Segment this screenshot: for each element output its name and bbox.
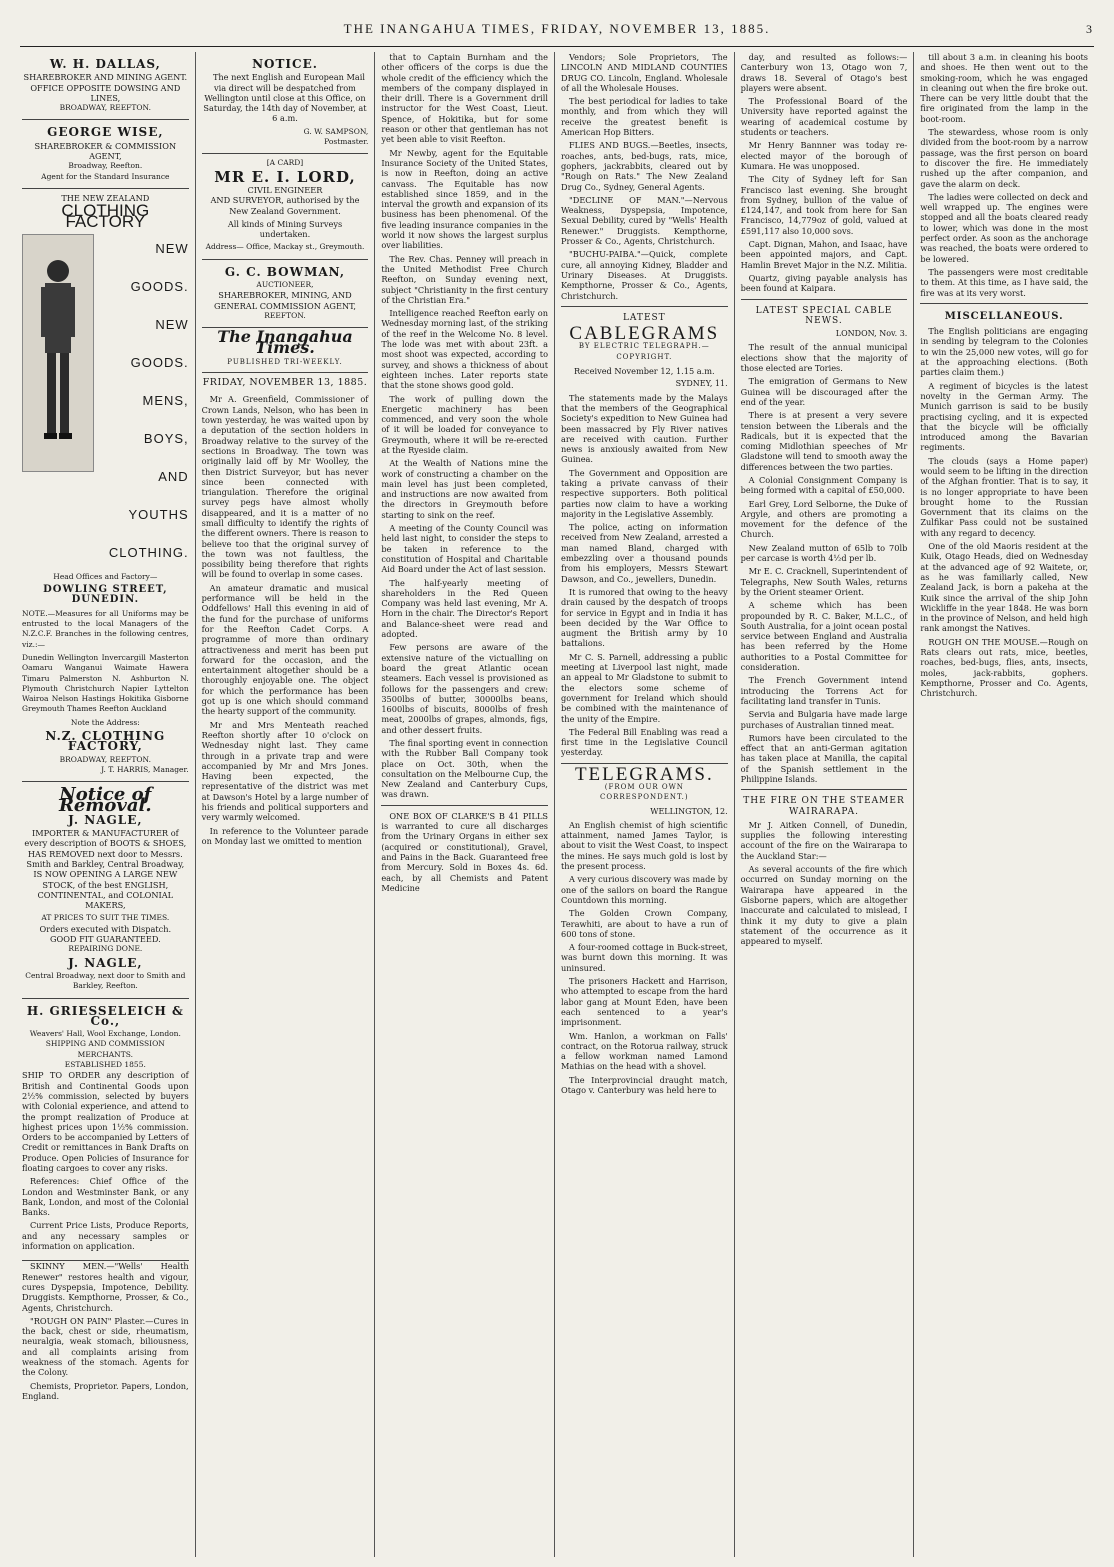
removal-name: J. NAGLE,: [68, 812, 143, 827]
latest-label: LATEST: [622, 312, 666, 323]
clothing-word: BOYS,: [143, 430, 189, 446]
divider: [561, 306, 728, 307]
cable-item: Rumors have been circulated to the effect that an anti-German agitation has taken place at Manilla, the capital of the Spanish settlement in the Philippine Islands.: [740, 732, 908, 784]
clothing-street: DOWLING STREET, DUNEDIN.: [43, 584, 168, 606]
griesseleich-business: SHIPPING AND COMMISSION MERCHANTS.: [45, 1039, 165, 1059]
boy-illustration: [22, 234, 94, 472]
wise-line4: Agent for the Standard Insurance: [41, 171, 170, 181]
telegram-item: Quartz, giving payable analysis has been found at Kaipara.: [740, 272, 908, 294]
misc-item: A regiment of bicycles is the latest novelty in the German Army. The Munich garrison is said to be busily practising cycling, and it is expected that the bicycle will be officially introduced among the Bavarian regiments.: [920, 380, 1088, 453]
telegram-item: A very curious discovery was made by one of the sailors on board the Rangue Countdown this morning.: [561, 874, 728, 905]
clothing-manager: J. T. HARRIS, Manager.: [101, 764, 189, 774]
cable-item: It is rumored that owing to the heavy drain caused by the despatch of troops for service in Egypt and in India it has been decided by the War Office to augment the British army by 10 battalions.: [561, 586, 728, 649]
latest-special-title: LATEST SPECIAL CABLE NEWS.: [755, 305, 893, 326]
bowman-ad: [202, 260, 369, 328]
divider: [741, 299, 908, 300]
cable-item: The statements made by the Malays that the members of the Geographical Society's expedition to New Guinea had been massacred by Fly River natives are received with caution. Further news is anxiously awaited from New Guinea.: [561, 392, 728, 465]
telegram-item: Wm. Hanlon, a workman on Falls' contract, on the Rotorua railway, struck a fellow workman named Lamond Mathias on the head with a shovel.: [561, 1030, 728, 1072]
removal-address: Central Broadway, next door to Smith and Barkley, Reefton.: [25, 970, 186, 991]
cable-item: The Government and Opposition are taking a private canvass of their respective supporters. Both political parties now claim to have a working majority in the Legislative Assembly.: [561, 467, 728, 519]
lord-line2: All kinds of Mining Surveys undertaken.: [227, 218, 343, 240]
dateline-london: LONDON, Nov. 3.: [835, 329, 908, 339]
telegram-item: Mr Henry Bannner was today re-elected mayor of the borough of Kumara. He was unopposed.: [740, 140, 908, 171]
clothing-factory-name: N.Z. CLOTHING FACTORY,: [45, 729, 166, 754]
cable-item: The police, acting on information received from New Zealand, arrested a man named Bland, charged with embezzling over a thousand pounds from his employers, Messrs Stewart Dawson, and Co., jewellers, Dunedin.: [561, 522, 728, 584]
article: that to Captain Burnham and the other officers of the corps is due the whole credit of the efficiency which the members of the company displayed in their drill. There is a Government drill instructor for the West Coast, Lieut. Spence, of Hokitika, but for some reason or other that gentleman has not yet been able to visit Reefton.: [381, 52, 548, 145]
wise-line1: SHAREBROKER & COMMISSION: [34, 140, 177, 151]
article: Few persons are aware of the extensive nature of the victualling on board the great Atlantic ocean steamers. Each vessel is provisioned as follows for the passengers and crew: 3500lbs of butter, 30000lbs beans, 1600lbs of biscuits, 8000lbs of fresh meat, 2000lbs of grapes, almonds, figs, and other dessert fruits.: [381, 642, 548, 735]
divider: [202, 372, 369, 373]
wise-line3: Broadway, Reefton.: [68, 161, 143, 171]
article: The final sporting event in connection with the Rubber Ball Company took place on Oct. 30th, when the consultation on the Melbourne Cup, the New Zealand and Canterbury Cups, was drawn.: [381, 738, 548, 800]
dateline-wellington: WELLINGTON, 12.: [650, 806, 728, 816]
notice-title: NOTICE.: [252, 57, 318, 71]
telegram-item: day, and resulted as follows:—Canterbury won 13, Otago won 7, draws 18. Several of Otago's best players were absent.: [740, 52, 908, 93]
miscellaneous-title: MISCELLANEOUS.: [944, 310, 1064, 322]
fire-item: The passengers were most creditable to them. At this time, as I have said, the fire was at its very worst.: [920, 266, 1088, 298]
griesseleich-references: References: Chief Office of the London and Westminster Bank, or any Bank, London, and most of the Colonial Banks.: [22, 1176, 189, 1218]
cable-item: The French Government intend introducing the Torrens Act for facilitating land transfer in Tunis.: [740, 675, 908, 706]
divider: [920, 303, 1088, 304]
telegram-item: The Professional Board of the University have reported against the wearing of academical costume by students or teachers.: [740, 96, 908, 138]
removal-prices: AT PRICES TO SUIT THE TIMES.: [41, 913, 170, 923]
article: Mr Newby, agent for the Equitable Insurance Society of the United States, is now in Reefton, doing an active canvass. The Equitable has now established since 1859, and in the interval the growth and expansion of its business has been phenomenal. Of the five leading insurance companies in the world it now shows the largest surplus over liabilities.: [381, 147, 548, 251]
clothing-word: AND: [158, 468, 189, 484]
griesseleich-established: ESTABLISHED 1855.: [64, 1060, 146, 1070]
lord-card: [A CARD]: [266, 158, 304, 168]
fire-item: The stewardess, whose room is only divided from the boot-room by a narrow passage, was the first person on board to discover the fire. He immediately rushed up the after companion, and gave the alarm on deck.: [920, 127, 1088, 189]
wise-name: GEORGE WISE,: [47, 125, 164, 140]
misc-item: The English politicians are engaging in sending by telegram to the Colonies to win the 25,000 new votes, will go for at the approaching elections. (Both parties claim them.): [920, 326, 1088, 378]
wise-ad: [22, 120, 189, 188]
telegram-item: Capt. Dignan, Mahon, and Isaac, have been appointed majors, and Capt. Hamlin Brevet Major in the N.Z. Militia.: [740, 239, 908, 270]
misc-item: ROUGH ON THE MOUSE.—Rough on Rats clears out rats, mice, beetles, roaches, bed-bugs, flies, ants, insects, moles, jack-rabbits, gophers. Kempthorne, Prosser and Co. Agents, Christchurch.: [920, 636, 1088, 699]
cable-item: The emigration of Germans to New Guinea will be discouraged after the end of the year.: [740, 376, 908, 407]
rough-on-pain-ad: "ROUGH ON PAIN" Plaster.—Cures in the back, chest or side, rheumatism, neuralgia, weak stomach, biliousness, and all complaints arising from weakness of the stomach. Agents for the Colony.: [22, 1315, 189, 1378]
clothing-word: YOUTHS: [128, 506, 189, 522]
fire-item: Mr J. Aitken Connell, of Dunedin, supplies the following interesting account of the fire on the Wairarapa to the Auckland Star:—: [740, 819, 908, 861]
article: An amateur dramatic and musical performance will be held in the Oddfellows' Hall this evening in aid of the fund for the purchase of uniforms for the Reefton Cadet Corps. A programme of more than ordinary attractiveness and merit has been put forward for the occasion, and the entertainment altogether should be a thoroughly enjoyable one. The object for which the performance has been got up is one which should command the hearty support of the community.: [201, 582, 369, 717]
cable-item: Earl Grey, Lord Selborne, the Duke of Argyle, and others are promoting a movement for the defence of the Church.: [740, 498, 908, 540]
cable-item: The Federal Bill Enabling was read a first time in the Legislative Council yesterday.: [561, 726, 728, 758]
dateline-sydney: SYDNEY, 11.: [675, 379, 728, 389]
clothing-word: CLOTHING.: [108, 544, 189, 560]
chemist-line: Chemists, Proprietor. Papers, London, England.: [22, 1380, 189, 1401]
article: The Rev. Chas. Penney will preach in the United Methodist Free Church Reefton, on Sunday evening next, subject "Christianity in the first century of the Christian Era.": [381, 253, 548, 305]
notice-ad: [202, 52, 369, 154]
cable-item: Mr C. S. Parnell, addressing a public meeting at Liverpool last night, made an appeal to Mr Gladstone to submit to the electors some scheme of government for Ireland which should be combined with the maintenance of the unity of the Empire.: [561, 651, 728, 724]
wise-line2: AGENT,: [89, 151, 122, 162]
lord-ad: [202, 154, 369, 259]
paper-published: PUBLISHED TRI-WEEKLY.: [227, 357, 343, 366]
cable-item: A scheme which has been propounded by R. C. Baker, M.L.C., of South Australia, for a joint ocean postal service between England and Australia has been referred by the Home authorities to a Postal Committee for consideration.: [740, 600, 908, 673]
cable-item: Mr E. C. Cracknell, Superintendent of Telegraphs, New South Wales, returns by the Orient steamer Orient.: [740, 566, 908, 597]
broker-title: SHAREBROKER AND MINING AGENT.: [23, 72, 188, 83]
cable-item: The result of the annual municipal elections show that the majority of those elected are Tories.: [740, 342, 908, 374]
paper-name: The Inangahua Times.: [217, 327, 353, 357]
griesseleich-current: Current Price Lists, Produce Reports, and any necessary samples or information on application.: [22, 1220, 189, 1252]
cable-item: Servia and Bulgaria have made large purchases of Australian tinned meat.: [740, 709, 908, 730]
fire-title: THE FIRE ON THE STEAMER WAIRARAPA.: [743, 796, 905, 817]
notice-role: Postmaster.: [324, 137, 369, 147]
clothing-head: Head Offices and Factory—: [53, 571, 158, 581]
telegram-item: An English chemist of high scientific attainment, named James Taylor, is about to visit the West Coast, to inspect the mines. He says much gold is lost by the present process.: [561, 819, 728, 872]
griesseleich-ad: [22, 999, 189, 1262]
clarkes-pills-ad: ONE BOX OF CLARKE'S B 41 PILLS is warranted to cure all discharges from the Urinary Organs in either sex (acquired or constitutional), Gravel, and Pains in the Back. Guaranteed free from Mercury. Sold in Boxes 4s. 6d. each, by all Chemists and Patent Medicine: [381, 810, 548, 893]
column-3: [379, 52, 555, 1557]
griesseleich-address: Weavers' Hall, Wool Exchange, London.: [29, 1029, 181, 1039]
ad-item: FLIES AND BUGS.—Beetles, insects, roaches, ants, bed-bugs, rats, mice, gophers, jackrabbits, cleared out by "Rough on Rats." The New Zealand Drug Co., Sydney, General Agents.: [561, 140, 728, 192]
ad-item: "DECLINE OF MAN."—Nervous Weakness, Dyspepsia, Impotence, Sexual Debility, cured by "Wells' Health Renewer." Druggists. Kempthorne, Prosser & Co., Agents, Christchurch.: [561, 194, 728, 247]
masthead: [20, 12, 1094, 47]
lord-address: Address— Office, Mackay st., Greymouth.: [205, 242, 365, 252]
telegram-item: The Golden Crown Company, Terawhiti, are about to have a run of 600 tons of stone.: [561, 908, 728, 939]
boy-figure-icon: [35, 253, 81, 453]
clothing-subtitle: CLOTHING FACTORY: [61, 201, 150, 231]
telegram-item: The prisoners Hackett and Harrison, who attempted to escape from the hard labor gang at Mount Eden, have been each sentenced to a year's imprisonment.: [561, 976, 728, 1028]
bowman-body: SHAREBROKER, MINING, AND GENERAL COMMISSION AGENT,: [213, 290, 356, 311]
lord-body: AND SURVEYOR, authorised by the New Zealand Government.: [210, 195, 360, 216]
removal-sign: J. NAGLE,: [68, 955, 143, 970]
clothing-branches: Dunedin Wellington Invercargill Masterton Oamaru Wanganui Waimate Hawera Timaru Palmerston N. Ashburton N. Plymouth Christchurch Napier Lyttelton Wairoa Nelson Hastings Hokitika Gisborne Greymouth Thames Reefton Auckland: [22, 652, 189, 714]
clothing-title: THE NEW ZEALAND: [61, 192, 150, 203]
broker-ad: [22, 52, 189, 120]
fire-item: The ladies were collected on deck and well wrapped up. The engines were stopped and all the boats cleared ready to lower, which was done in the most perfect order. As soon as the anchorage was reached, the boats were ordered to be lowered.: [920, 191, 1088, 264]
column-5: [739, 52, 915, 1557]
cable-item: New Zealand mutton of 65lb to 70lb per carcase is worth 4½d per lb.: [740, 542, 908, 564]
divider: [381, 805, 548, 806]
article: The half-yearly meeting of shareholders in the Red Queen Company was held last evening, Mr A. Horn in the chair. The Director's Report and Balance-sheet were read and adopted.: [381, 577, 548, 640]
ad-item: Vendors; Sole Proprietors, The LINCOLN AND MIDLAND COUNTIES DRUG CO. Lincoln, England. Wholesale of all the Wholesale Houses.: [561, 52, 728, 93]
clothing-note: NOTE.—Measures for all Uniforms may be entrusted to the local Managers of the N.Z.C.F. Branches in the following centres, viz.:—: [22, 608, 189, 649]
telegram-item: The Interprovincial draught match, Otago v. Canterbury was held here to: [561, 1074, 728, 1096]
paper-date: FRIDAY, NOVEMBER 13, 1885.: [202, 377, 368, 389]
clothing-factory-ad: [22, 189, 189, 782]
broker-office: OFFICE OPPOSITE DOWSING AND LINES,: [30, 82, 181, 103]
removal-body: IMPORTER & MANUFACTURER of every description of BOOTS & SHOES, HAS REMOVED next door to Messrs. Smith and Barkley, Central Broadway, IS NOW OPENING A LARGE NEW STOCK, of the best ENGLISH, CONTINENTAL, and COLONIAL MAKERS,: [24, 828, 187, 911]
lord-title: CIVIL ENGINEER: [247, 184, 323, 195]
fire-item: till about 3 a.m. in cleaning his boots and shoes. He then went out to the smoking-room, which he was engaged in cleaning out when the fire broke out. There can be very little doubt that the fire originated from the lamp in the boot-room.: [920, 52, 1088, 124]
clothing-word: NEW: [155, 316, 189, 332]
page-folio: 3: [1086, 22, 1094, 36]
clothing-word: GOODS.: [130, 278, 189, 294]
fire-item: As several accounts of the fire which occurred on Sunday morning on the Wairarapa have appeared in the Gisborne papers, which are altogether inaccurate and calculated to mislead, I think it my duty to give a plain statement of the occurrence as it appeared to myself.: [740, 864, 908, 947]
removal-ad: [22, 782, 189, 998]
ad-item: "BUCHU-PAIBA."—Quick, complete cure, all annoying Kidney, Bladder and Urinary Diseases. At Druggists. Kempthorne, Prosser & Co., Agents, Christchurch.: [561, 249, 728, 301]
clothing-word: MENS,: [142, 392, 189, 408]
column-2: [200, 52, 376, 1557]
notice-body: The next English and European Mail via direct will be despatched from Wellington until close at this Office, on Saturday, the 14th day of November, at 6 a.m.: [203, 72, 367, 124]
removal-title: Notice of Removal.: [58, 784, 152, 816]
column-1: [20, 52, 196, 1557]
bowman-role: AUCTIONEER,: [256, 280, 314, 290]
article: Mr A. Greenfield, Commissioner of Crown Lands, Nelson, who has been in town yesterday, he was waited upon by a deputation of the section holders in Broadway relative to the survey of the sections in Broadway. The town was originally laid off by Mr Woolley, the then District Surveyor, but has never since been connected with triangulation. Therefore the original survey pegs have almost wholly disappeared, and it is a matter of no small difficulty to identify the rights of the different owners. There is reason to believe too that the original survey of the town was not faultless, the possibility being therefore that rights will be found to overlap in some cases.: [201, 394, 369, 580]
broker-address: BROADWAY, REEFTON.: [59, 103, 151, 113]
column-4: [559, 52, 735, 1557]
broker-name: W. H. DALLAS,: [49, 57, 161, 71]
removal-repair: REPAIRING DONE.: [68, 944, 143, 954]
lord-name: MR E. I. LORD,: [214, 167, 356, 186]
removal-fit: GOOD FIT GUARANTEED.: [49, 934, 161, 945]
clothing-address-note: Note the Address:: [70, 717, 140, 727]
removal-orders: Orders executed with Dispatch.: [39, 923, 172, 934]
article: At the Wealth of Nations mine the work of constructing a chamber on the main level has just been completed, and instructions are now awaited from the directors in Greymouth before starting to sink on the reef.: [381, 458, 548, 520]
columns: [20, 52, 1094, 1557]
article: The work of pulling down the Energetic machinery has been commenced, and very soon the whole of it will be loaded for conveyance to Greymouth, where it will be re-erected at the Ryeside claim.: [381, 393, 548, 455]
telegram-item: A four-roomed cottage in Buck-street, was burnt down this morning. It was uninsured.: [561, 942, 728, 973]
clothing-factory-street: BROADWAY, REEFTON.: [59, 754, 151, 764]
notice-sign: G. W. SAMPSON,: [303, 126, 369, 136]
article: Intelligence reached Reefton early on Wednesday morning last, of the striking of the reef in the Welcome No. 8 level. The lode was met with about 23ft. a most shoot was expected, according to survey, and shows a thickness of about eighteen inches. Later reports state that the stone shows good gold.: [381, 308, 548, 391]
telegrams-title: TELEGRAMS.: [574, 763, 714, 785]
misc-item: The clouds (says a Home paper) would seem to be lifting in the direction of the Afghan frontier. That is to say, it is no longer appropriate to have been brought home to the Russian Government that its claims on the Zulfikar Pass could not be sustained with any regard to decency.: [920, 455, 1088, 538]
article: In reference to the Volunteer parade on Monday last we omitted to mention: [201, 825, 369, 846]
ad-item: The best periodical for ladies to take monthly, and from which they will receive the greatest benefit is American Hop Bitters.: [561, 96, 728, 138]
wells-ad: SKINNY MEN.—"Wells' Health Renewer" restores health and vigour, cures Dyspepsia, Impotence, Debility. Druggists. Kempthorne, Prosser, & Co., Agents, Christchurch.: [22, 1261, 189, 1313]
telegram-item: The City of Sydney left for San Francisco last evening. She brought from Sydney, bullion of the value of £124,147, and took from here for San Francisco, 14,779oz of gold, valued at £591,117 also 10,000 sovs.: [740, 174, 908, 236]
cablegrams-title: CABLEGRAMS: [569, 323, 720, 345]
bowman-name: G. C. BOWMAN,: [224, 264, 346, 279]
column-6: [918, 52, 1094, 1557]
cable-item: There is at present a very severe tension between the Liberals and the Radicals, but it is expected that the coming Midlothian speeches of Mr Gladstone will tend to smooth away the differences between the two parties.: [740, 410, 908, 472]
griesseleich-name: H. GRIESSELEICH & Co.,: [26, 1003, 184, 1028]
misc-item: One of the old Maoris resident at the Kuik, Otago Heads, died on Wednesday at the advanced age of 92 Waitete, or, as he was familiarly called, New Zealand Jack, is born a pakeha at the Kuik since the arrival of the ship John Wickliffe in the year 1848. He was born in the province of Nelson, and held high rank amongst the Natives.: [920, 541, 1088, 634]
article: A meeting of the County Council was held last night, to consider the steps to be taken in reference to the constitution of Hospital and Charitable Aid Board under the Act of last session.: [381, 523, 548, 575]
griesseleich-body: SHIP TO ORDER any description of British and Continental Goods upon 2½% commission, selected by buyers with Colonial experience, and attend to the prompt realization of Produce at highest prices upon 1½% commission. Orders to be accompanied by Letters of Credit or remittances in Bank Drafts on Produce. Open Policies of Insurance for floating cargoes to cover any risks.: [22, 1070, 189, 1173]
divider: [741, 789, 908, 790]
cable-item: A Colonial Consignment Company is being formed with a capital of £50,000.: [740, 474, 908, 496]
masthead-title: THE INANGAHUA TIMES, FRIDAY, NOVEMBER 13, 1885.: [343, 21, 771, 36]
article: Mr and Mrs Menteath reached Reefton shortly after 10 o'clock on Wednesday night last. They came through in a private trap and were accompanied by Mr and Mrs Jones. Having been expected, the representative of the district was met at Dawson's Hotel by a large number of his friends and political supporters and very warmly welcomed.: [201, 719, 369, 823]
clothing-word: NEW: [155, 240, 189, 256]
clothing-word: GOODS.: [130, 354, 189, 370]
received-line: Received November 12, 1.15 a.m.: [574, 366, 715, 377]
bowman-place: REEFTON.: [264, 310, 306, 320]
cablegrams-subtitle: BY ELECTRIC TELEGRAPH.—COPYRIGHT.: [578, 342, 710, 361]
telegrams-subtitle: (FROM OUR OWN CORRESPONDENT.): [600, 783, 689, 802]
